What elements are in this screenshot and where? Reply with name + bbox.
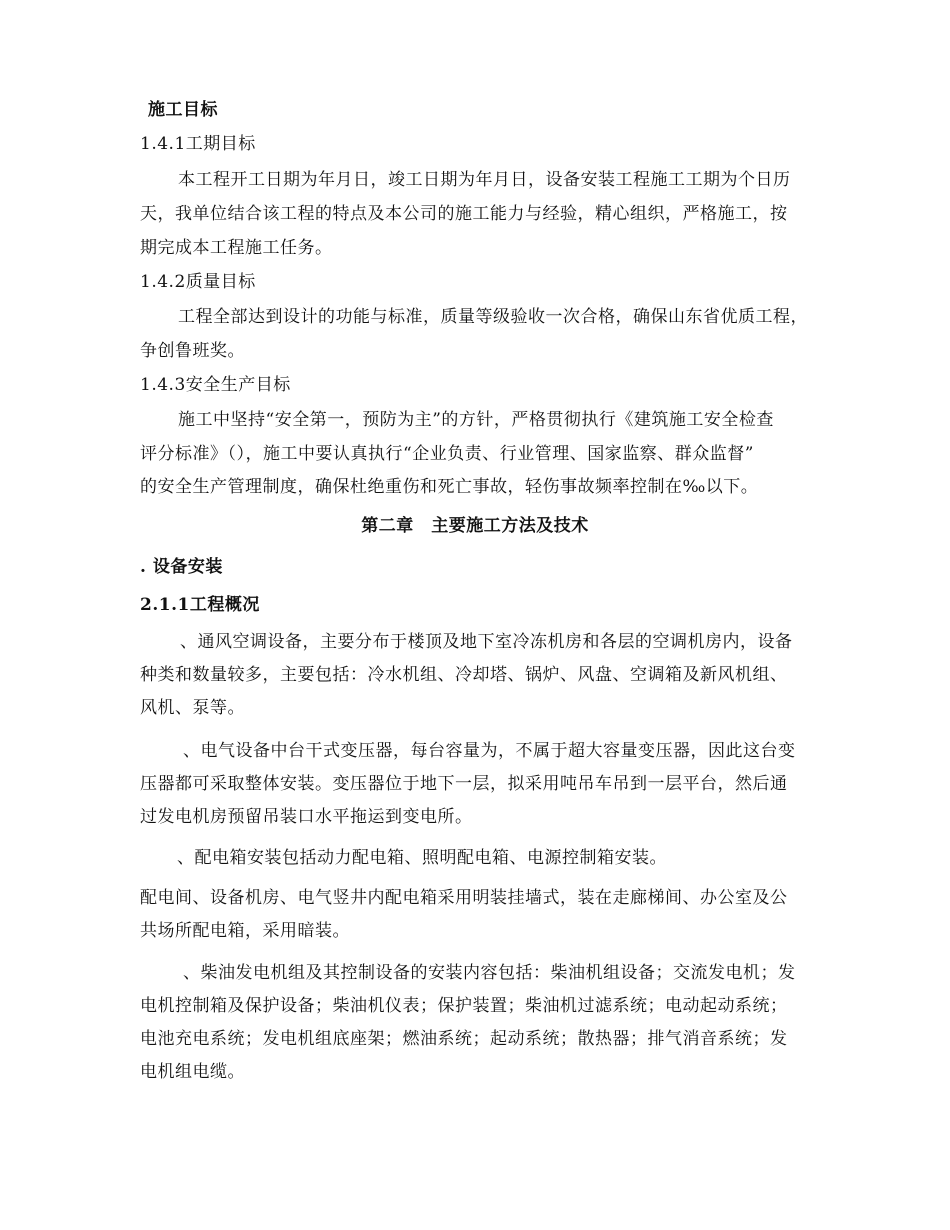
paragraph-line: 、电气设备中台干式变压器，每台容量为，不属于超大容量变压器，因此这台变	[183, 741, 796, 761]
paragraph-line: 本工程开工日期为年月日，竣工日期为年月日，设备安装工程施工工期为个日历	[178, 170, 791, 190]
section-title: 施工目标	[148, 100, 218, 120]
paragraph-line: 、配电箱安装包括动力配电箱、照明配电箱、电源控制箱安装。	[177, 848, 667, 868]
paragraph-line: 施工中坚持“安全第一，预防为主”的方针，严格贯彻执行《建筑施工安全检查	[178, 410, 774, 430]
heading-quality: 1.4.2质量目标	[140, 272, 256, 292]
paragraph-line: 过发电机房预留吊装口水平拖运到变电所。	[140, 807, 473, 827]
paragraph-line: 风机、泵等。	[140, 698, 245, 718]
paragraph-line: 种类和数量较多，主要包括：冷水机组、冷却塔、锅炉、风盘、空调箱及新风机组、	[140, 665, 788, 685]
paragraph-line: 电池充电系统；发电机组底座架；燃油系统；起动系统；散热器；排气消音系统；发	[140, 1029, 788, 1049]
heading-safety: 1.4.3安全生产目标	[140, 375, 291, 395]
paragraph-line: 、通风空调设备，主要分布于楼顶及地下室冷冻机房和各层的空调机房内，设备	[180, 632, 793, 652]
paragraph-line: 工程全部达到设计的功能与标准，质量等级验收一次合格，确保山东省优质工程，	[178, 307, 808, 327]
paragraph-line: 共场所配电箱，采用暗装。	[140, 921, 350, 941]
paragraph-line: 争创鲁班奖。	[140, 341, 245, 361]
paragraph-line: 的安全生产管理制度，确保杜绝重伤和死亡事故，轻伤事故频率控制在‰以下。	[140, 477, 759, 497]
paragraph-line: 期完成本工程施工任务。	[140, 238, 333, 258]
heading-schedule: 1.4.1工期目标	[140, 134, 256, 154]
paragraph-line: 电机控制箱及保护设备；柴油机仪表；保护装置；柴油机过滤系统；电动起动系统；	[140, 996, 788, 1016]
chapter-title: 第二章 主要施工方法及技术	[361, 516, 589, 536]
paragraph-line: 电机组电缆。	[140, 1062, 245, 1082]
paragraph-line: 天，我单位结合该工程的特点及本公司的施工能力与经验，精心组织，严格施工，按	[140, 204, 788, 224]
subsection-title: . 设备安装	[140, 557, 223, 577]
paragraph-line: 、柴油发电机组及其控制设备的安装内容包括：柴油机组设备；交流发电机；发	[183, 963, 796, 983]
paragraph-line: 压器都可采取整体安装。变压器位于地下一层，拟采用吨吊车吊到一层平台，然后通	[140, 774, 788, 794]
overview-heading: 2.1.1工程概况	[140, 595, 260, 615]
paragraph-line: 配电间、设备机房、电气竖井内配电箱采用明装挂墙式，装在走廊梯间、办公室及公	[140, 888, 788, 908]
paragraph-line: 评分标准》（），施工中要认真执行“企业负责、行业管理、国家监察、群众监督”	[140, 444, 754, 464]
